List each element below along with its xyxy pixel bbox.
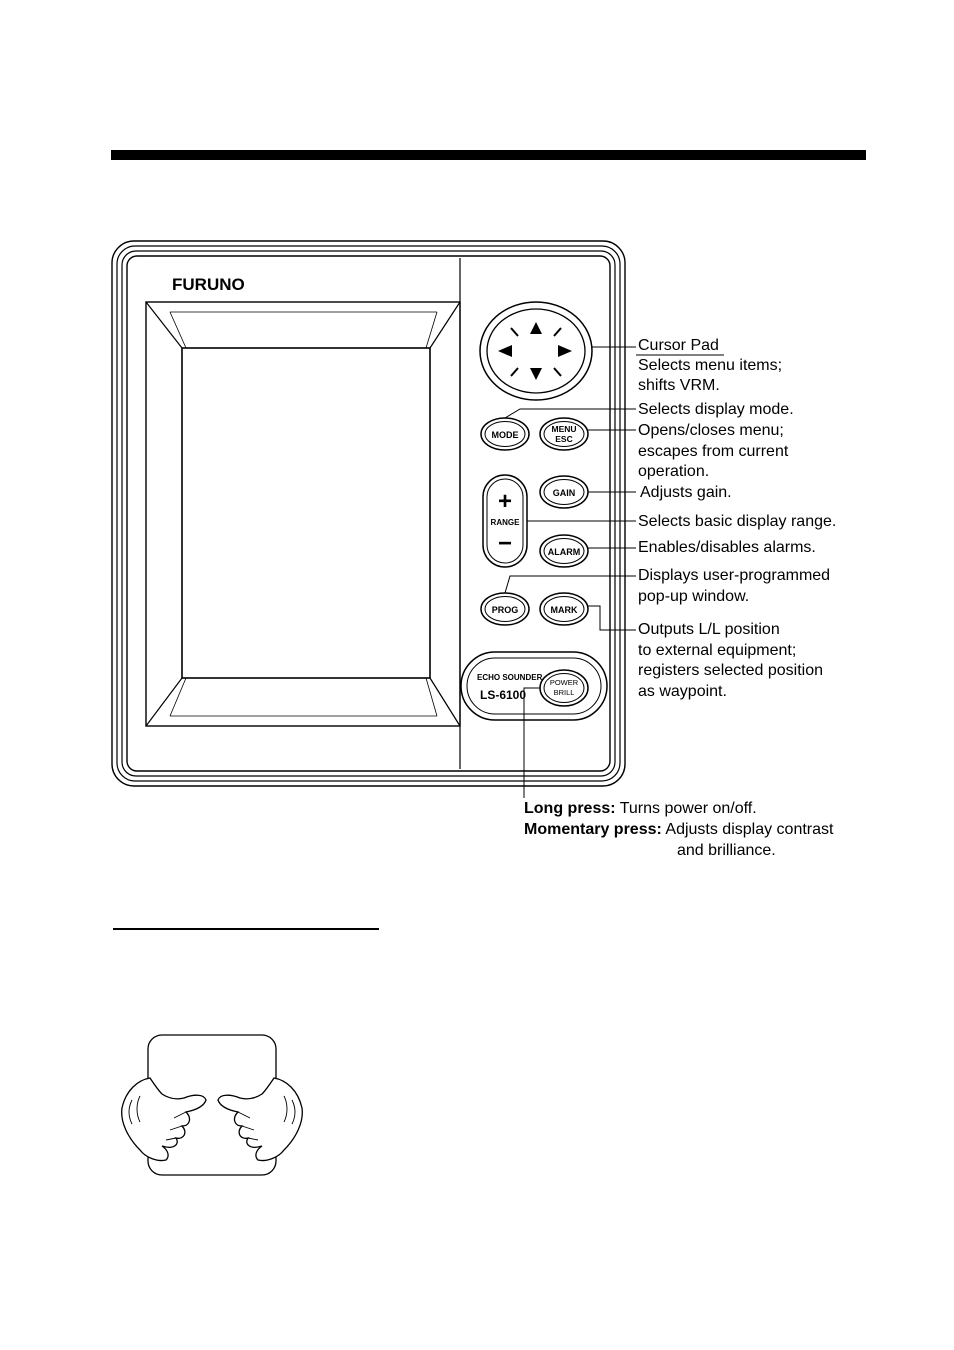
range-plus-label[interactable]: + [497,488,513,515]
mark-callout-1: Outputs L/L position [638,621,780,638]
alarm-button-label[interactable]: ALARM [547,547,581,557]
mark-button-label[interactable]: MARK [550,605,578,615]
bezel-inner [122,251,615,776]
prog-callout-2: pop-up window. [638,588,750,605]
mark-callout-4: as waypoint. [638,683,727,700]
mark-callout-2: to external equipment; [638,642,797,659]
power-long-label: Long press: [524,800,616,817]
menu-callout-2: escapes from current [638,443,789,460]
gain-button-label[interactable]: GAIN [552,488,576,498]
cursor-pad-title: Cursor Pad [638,337,719,354]
power-long-desc: Turns power on/off. [619,800,757,817]
cursor-pad-desc-1: Selects menu items; [638,357,783,374]
power-momentary-desc-2: and brilliance. [677,842,776,859]
mode-button-label[interactable]: MODE [491,430,519,440]
brand-logo: FURUNO [172,275,245,294]
cursor-pad-desc-2: shifts VRM. [638,377,720,394]
power-momentary-desc-1: Adjusts display contrast [665,821,834,838]
cursor-pad-outer [480,302,592,400]
power-momentary-label: Momentary press: [524,821,662,838]
alarm-callout: Enables/disables alarms. [638,539,816,556]
hands-holding-unit-icon [122,1035,303,1175]
product-line-label: ECHO SOUNDER [477,673,543,682]
range-label: RANGE [490,518,520,527]
section-underline [113,928,379,930]
prog-button-label[interactable]: PROG [491,605,519,615]
range-minus-label[interactable]: − [497,530,513,557]
range-callout: Selects basic display range. [638,513,837,530]
screen [182,348,430,678]
mode-callout: Selects display mode. [638,401,794,418]
bezel-mid [117,246,620,781]
bezel-outer [112,241,625,786]
prog-callout-1: Displays user-programmed [638,567,831,584]
power-button-label-1[interactable]: POWER [549,678,579,687]
model-label: LS-6100 [480,688,527,702]
menu-callout-3: operation. [638,463,710,480]
power-momentary-press [524,820,833,840]
mark-callout-3: registers selected position [638,662,823,679]
menu-button-label-2[interactable]: ESC [555,434,573,444]
gain-callout: Adjusts gain. [640,484,732,501]
screen-frame [146,302,460,726]
menu-button-label-1[interactable]: MENU [551,424,577,434]
power-panel [461,652,607,720]
power-long-press [524,799,757,819]
power-button-label-2[interactable]: BRILL [553,688,575,697]
menu-callout-1: Opens/closes menu; [638,422,784,439]
